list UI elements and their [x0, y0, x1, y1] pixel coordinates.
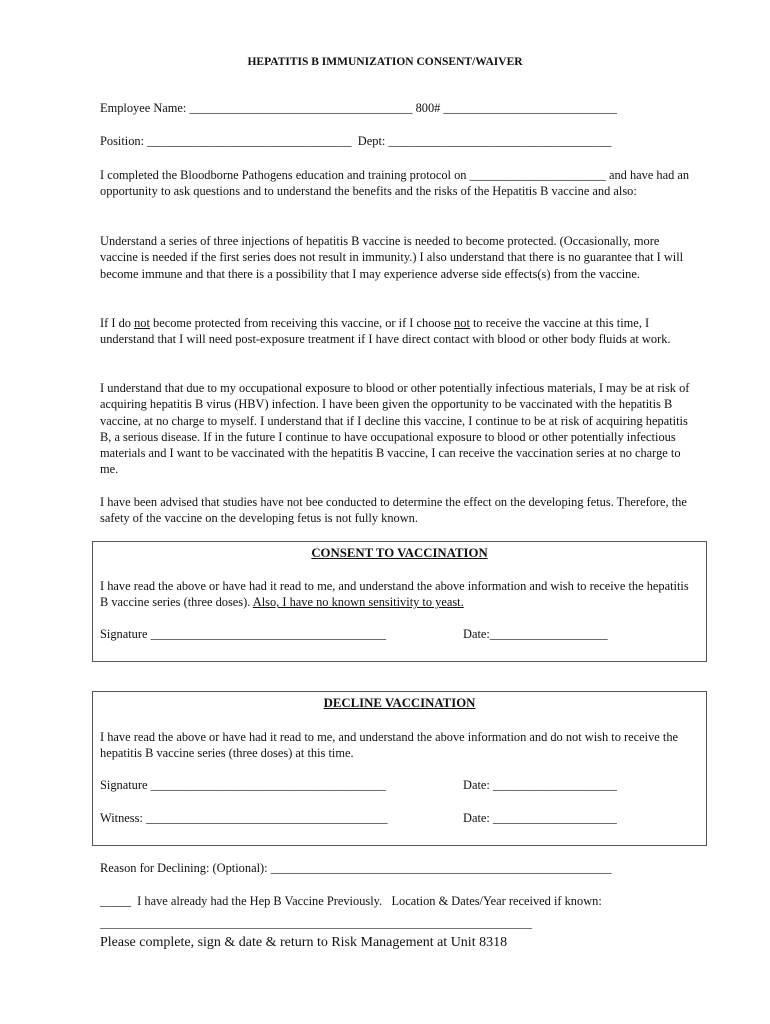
fetus-paragraph [100, 494, 700, 527]
consent-title: CONSENT TO VACCINATION [311, 546, 488, 560]
consent-signature-field[interactable]: Signature ______________________________________ [100, 627, 387, 641]
decline-title: DECLINE VACCINATION [323, 696, 476, 710]
decline-section [92, 691, 707, 846]
training-text: I completed the Bloodborne Pathogens education and training protocol on ______________________ and have had an opportunity to ask questions and to understand the benefits and the risks of the Hepatitis B vaccine and also: [100, 168, 690, 199]
previous-vaccine-details-field[interactable]: ________________________________________________________________________ [100, 916, 532, 930]
consent-date-field[interactable]: Date:___________________ [463, 627, 608, 641]
emphasis-not: not [454, 316, 470, 330]
employee-name-field[interactable]: Employee Name: ____________________________________ 800# ____________________________ [100, 101, 617, 115]
witness-field[interactable]: Witness: _______________________________________ [100, 811, 388, 825]
decline-signature-field[interactable]: Signature ______________________________________ [100, 778, 387, 792]
consent-paragraph [100, 578, 698, 611]
witness-date-field[interactable]: Date: ____________________ [463, 811, 617, 825]
yeast-statement: Also, I have no known sensitivity to yeast. [252, 595, 464, 610]
position-dept-field[interactable]: Position: _________________________________ Dept: ____________________________________ [100, 134, 612, 148]
decline-text: I have read the above or have had it read to me, and understand the above information and do not wish to receive the hepatitis B vaccine series (three doses) at this time. [100, 730, 679, 761]
decline-signature-date-field[interactable]: Date: ____________________ [463, 778, 617, 792]
series-paragraph [100, 233, 700, 282]
consent-text: I have read the above or have had it read to me, and understand the above information and wish to receive the hepatitis B vaccine series (three doses). Also, I have no known sensitivity to yeast. [100, 579, 689, 610]
decline-paragraph [100, 729, 698, 762]
series-text: Understand a series of three injections of hepatitis B vaccine is needed to become protected. (Occasionally, more vaccine is needed if the first series does not result in immunity.) I also understand that there is no guarantee that I will become immune and that there is a possibility that I may experience adverse side effects(s) from the vaccine. [100, 234, 684, 281]
return-instructions: Please complete, sign & date & return to Risk Management at Unit 8318 [100, 935, 508, 950]
emphasis-not: not [134, 316, 150, 330]
occupational-exposure-text: I understand that due to my occupational exposure to blood or other potentially infectious materials, I may be at risk of acquiring hepatitis B virus (HBV) infection. I have been given the opportunity to be vaccinated with the hepatitis B vaccine, at no charge to myself. I understand that if I decline this vaccine, I continue to be at risk of acquiring hepatitis B, a serious disease. If in the future I continue to have occupational exposure to blood or other potentially infectious materials and I want to be vaccinated with the hepatitis B vaccine, I can receive the vaccination series at no charge to me. [100, 381, 690, 477]
form-title: HEPATITIS B IMMUNIZATION CONSENT/WAIVER [247, 56, 523, 68]
reason-for-declining-field[interactable]: Reason for Declining: (Optional): _______________________________________________________ [100, 861, 612, 875]
consent-section [92, 541, 707, 662]
occupational-exposure-paragraph [100, 380, 700, 478]
training-paragraph [100, 167, 700, 200]
not-protected-paragraph [100, 315, 700, 348]
previous-vaccine-field[interactable]: _____ I have already had the Hep B Vaccine Previously. Location & Dates/Year received if known: [100, 894, 602, 908]
fetus-text: I have been advised that studies have not bee conducted to determine the effect on the developing fetus. Therefore, the safety of the vaccine on the developing fetus is not fully known. [100, 495, 687, 526]
not-protected-text: If I do not become protected from receiving this vaccine, or if I choose not to receive the vaccine at this time, I understand that I will need post-exposure treatment if I have direct contact with blood or other body fluids at work. [100, 316, 671, 347]
